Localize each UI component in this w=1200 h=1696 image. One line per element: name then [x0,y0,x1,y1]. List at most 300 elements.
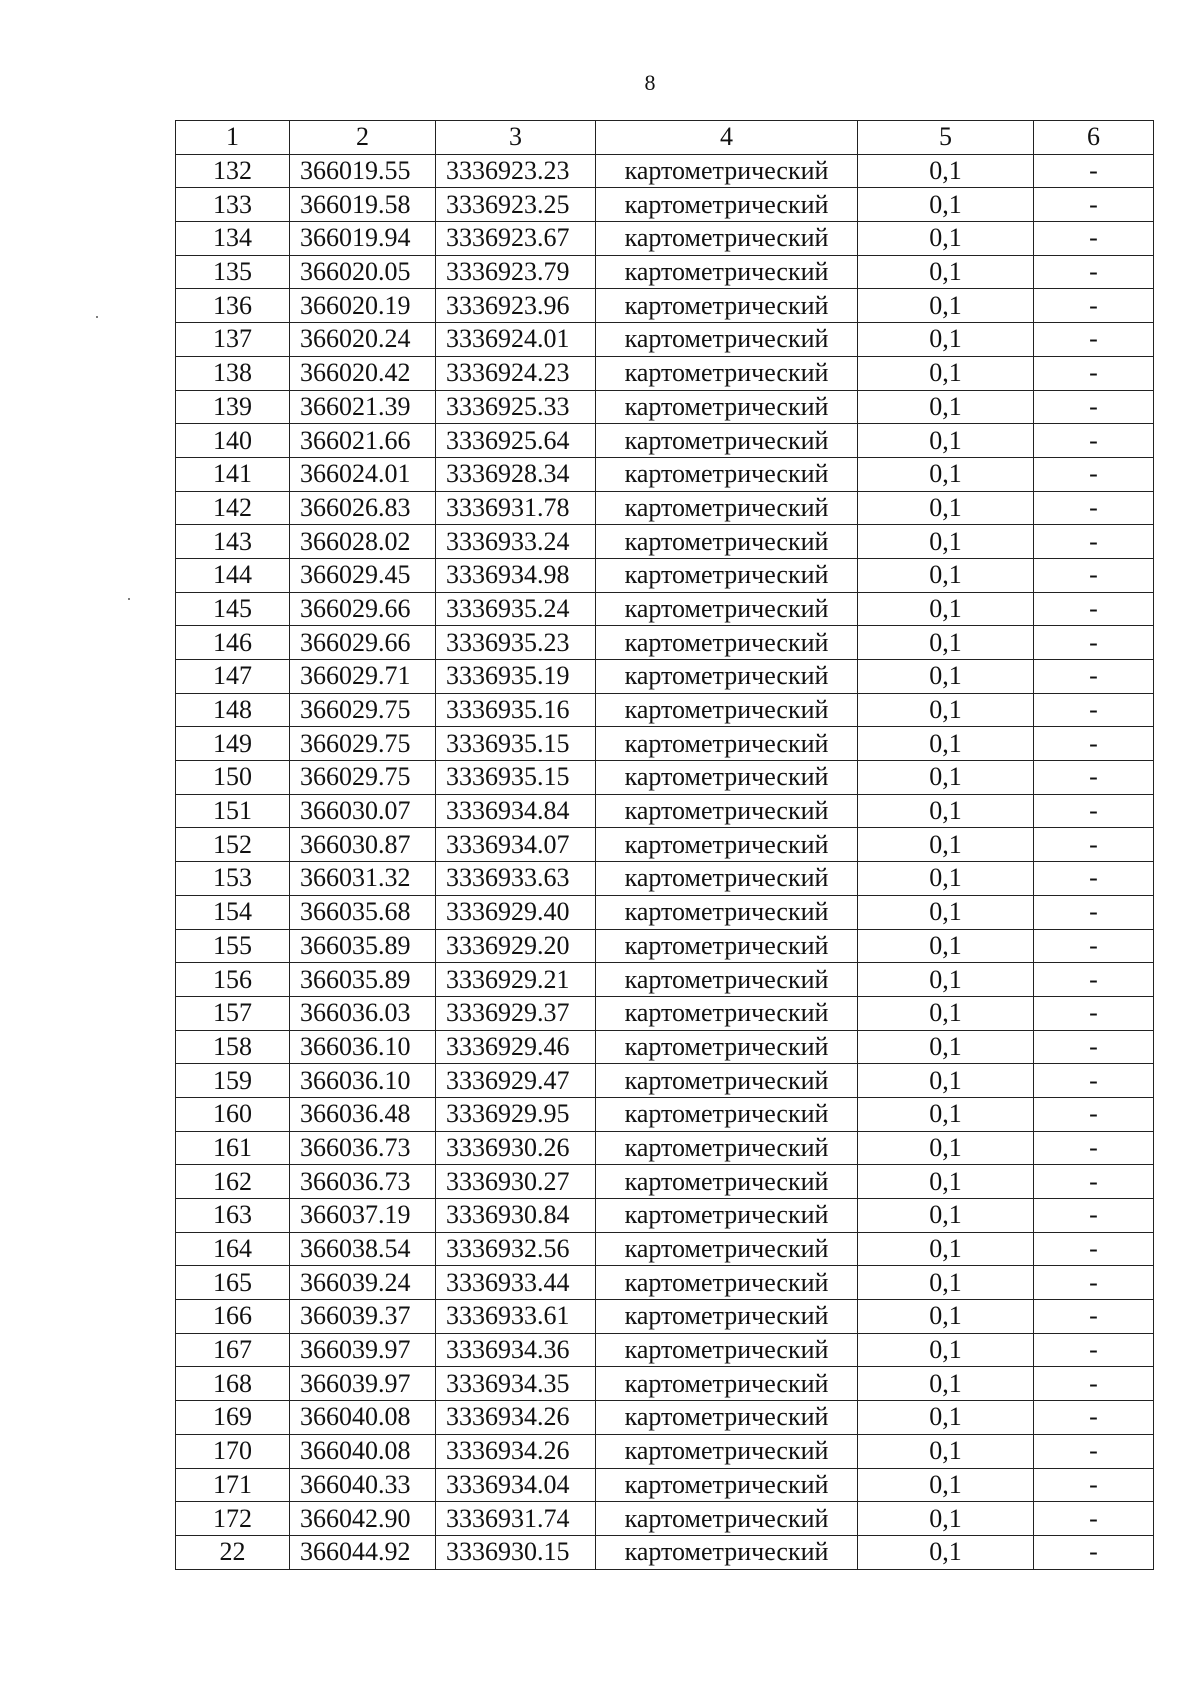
x-coordinate-cell: 366035.68 [290,895,436,929]
point-number-cell: 154 [176,895,290,929]
x-coordinate-cell: 366021.66 [290,424,436,458]
note-cell: - [1034,1434,1154,1468]
y-coordinate-cell: 3336929.47 [436,1064,596,1098]
accuracy-cell: 0,1 [858,188,1034,222]
y-coordinate-cell: 3336924.23 [436,356,596,390]
note-cell: - [1034,895,1154,929]
y-coordinate-cell: 3336935.23 [436,626,596,660]
y-coordinate-cell: 3336935.15 [436,761,596,795]
table-header-row [176,121,1154,155]
accuracy-cell: 0,1 [858,727,1034,761]
accuracy-cell: 0,1 [858,154,1034,188]
point-number-cell: 139 [176,390,290,424]
point-number-cell: 138 [176,356,290,390]
method-cell: картометрический [596,1468,858,1502]
note-cell: - [1034,1097,1154,1131]
accuracy-cell: 0,1 [858,222,1034,256]
point-number-cell: 152 [176,828,290,862]
x-coordinate-cell: 366040.08 [290,1401,436,1435]
x-coordinate-cell: 366037.19 [290,1199,436,1233]
y-coordinate-cell: 3336923.23 [436,154,596,188]
method-cell: картометрический [596,761,858,795]
note-cell: - [1034,1131,1154,1165]
method-cell: картометрический [596,828,858,862]
table-row [176,1468,1154,1502]
y-coordinate-cell: 3336932.56 [436,1232,596,1266]
note-cell: - [1034,828,1154,862]
note-cell: - [1034,457,1154,491]
column-header: 6 [1034,121,1154,155]
table-row [176,1030,1154,1064]
y-coordinate-cell: 3336929.46 [436,1030,596,1064]
accuracy-cell: 0,1 [858,1434,1034,1468]
column-header: 5 [858,121,1034,155]
scan-speck [96,316,98,318]
x-coordinate-cell: 366029.75 [290,761,436,795]
y-coordinate-cell: 3336923.79 [436,255,596,289]
table-row [176,424,1154,458]
method-cell: картометрический [596,1097,858,1131]
point-number-cell: 144 [176,558,290,592]
table-row [176,1064,1154,1098]
table-row [176,727,1154,761]
table-row [176,794,1154,828]
x-coordinate-cell: 366039.97 [290,1367,436,1401]
table-row [176,1232,1154,1266]
x-coordinate-cell: 366020.42 [290,356,436,390]
point-number-cell: 145 [176,592,290,626]
table-row [176,1535,1154,1569]
point-number-cell: 143 [176,525,290,559]
x-coordinate-cell: 366035.89 [290,929,436,963]
note-cell: - [1034,1165,1154,1199]
point-number-cell: 171 [176,1468,290,1502]
y-coordinate-cell: 3336934.36 [436,1333,596,1367]
accuracy-cell: 0,1 [858,457,1034,491]
note-cell: - [1034,929,1154,963]
point-number-cell: 170 [176,1434,290,1468]
method-cell: картометрический [596,1030,858,1064]
y-coordinate-cell: 3336923.67 [436,222,596,256]
accuracy-cell: 0,1 [858,1300,1034,1334]
column-header: 3 [436,121,596,155]
method-cell: картометрический [596,996,858,1030]
table-row [176,1502,1154,1536]
note-cell: - [1034,1266,1154,1300]
scan-speck [128,598,130,600]
point-number-cell: 157 [176,996,290,1030]
column-header: 4 [596,121,858,155]
table-row [176,626,1154,660]
point-number-cell: 168 [176,1367,290,1401]
y-coordinate-cell: 3336929.40 [436,895,596,929]
accuracy-cell: 0,1 [858,1502,1034,1536]
method-cell: картометрический [596,289,858,323]
note-cell: - [1034,1468,1154,1502]
accuracy-cell: 0,1 [858,1030,1034,1064]
note-cell: - [1034,862,1154,896]
note-cell: - [1034,424,1154,458]
point-number-cell: 148 [176,693,290,727]
note-cell: - [1034,626,1154,660]
x-coordinate-cell: 366036.48 [290,1097,436,1131]
point-number-cell: 159 [176,1064,290,1098]
table-row [176,1165,1154,1199]
accuracy-cell: 0,1 [858,1266,1034,1300]
method-cell: картометрический [596,356,858,390]
table-row [176,457,1154,491]
note-cell: - [1034,491,1154,525]
accuracy-cell: 0,1 [858,660,1034,694]
y-coordinate-cell: 3336934.26 [436,1401,596,1435]
table-row [176,1266,1154,1300]
x-coordinate-cell: 366040.08 [290,1434,436,1468]
point-number-cell: 142 [176,491,290,525]
y-coordinate-cell: 3336934.84 [436,794,596,828]
note-cell: - [1034,154,1154,188]
y-coordinate-cell: 3336935.15 [436,727,596,761]
accuracy-cell: 0,1 [858,289,1034,323]
note-cell: - [1034,525,1154,559]
table-body [176,154,1154,1569]
method-cell: картометрический [596,154,858,188]
x-coordinate-cell: 366021.39 [290,390,436,424]
note-cell: - [1034,794,1154,828]
table-row [176,660,1154,694]
method-cell: картометрический [596,390,858,424]
accuracy-cell: 0,1 [858,626,1034,660]
accuracy-cell: 0,1 [858,794,1034,828]
x-coordinate-cell: 366024.01 [290,457,436,491]
table-row [176,1367,1154,1401]
accuracy-cell: 0,1 [858,592,1034,626]
table-row [176,996,1154,1030]
x-coordinate-cell: 366036.73 [290,1165,436,1199]
point-number-cell: 163 [176,1199,290,1233]
method-cell: картометрический [596,1266,858,1300]
table-row [176,255,1154,289]
table-row [176,1333,1154,1367]
y-coordinate-cell: 3336933.63 [436,862,596,896]
method-cell: картометрический [596,525,858,559]
table-row [176,491,1154,525]
point-number-cell: 132 [176,154,290,188]
point-number-cell: 166 [176,1300,290,1334]
accuracy-cell: 0,1 [858,491,1034,525]
method-cell: картометрический [596,558,858,592]
x-coordinate-cell: 366019.55 [290,154,436,188]
x-coordinate-cell: 366040.33 [290,1468,436,1502]
point-number-cell: 146 [176,626,290,660]
x-coordinate-cell: 366031.32 [290,862,436,896]
method-cell: картометрический [596,491,858,525]
point-number-cell: 135 [176,255,290,289]
accuracy-cell: 0,1 [858,1232,1034,1266]
method-cell: картометрический [596,222,858,256]
method-cell: картометрический [596,255,858,289]
accuracy-cell: 0,1 [858,1165,1034,1199]
y-coordinate-cell: 3336934.07 [436,828,596,862]
x-coordinate-cell: 366020.05 [290,255,436,289]
note-cell: - [1034,693,1154,727]
method-cell: картометрический [596,794,858,828]
x-coordinate-cell: 366030.07 [290,794,436,828]
accuracy-cell: 0,1 [858,963,1034,997]
point-number-cell: 160 [176,1097,290,1131]
table-row [176,1199,1154,1233]
note-cell: - [1034,255,1154,289]
method-cell: картометрический [596,1367,858,1401]
accuracy-cell: 0,1 [858,323,1034,357]
column-header: 2 [290,121,436,155]
point-number-cell: 158 [176,1030,290,1064]
accuracy-cell: 0,1 [858,1064,1034,1098]
y-coordinate-cell: 3336930.15 [436,1535,596,1569]
y-coordinate-cell: 3336935.16 [436,693,596,727]
y-coordinate-cell: 3336933.61 [436,1300,596,1334]
point-number-cell: 153 [176,862,290,896]
method-cell: картометрический [596,1131,858,1165]
table-row [176,558,1154,592]
x-coordinate-cell: 366029.66 [290,626,436,660]
y-coordinate-cell: 3336929.20 [436,929,596,963]
point-number-cell: 162 [176,1165,290,1199]
accuracy-cell: 0,1 [858,1367,1034,1401]
point-number-cell: 151 [176,794,290,828]
point-number-cell: 150 [176,761,290,795]
x-coordinate-cell: 366039.37 [290,1300,436,1334]
x-coordinate-cell: 366029.75 [290,693,436,727]
method-cell: картометрический [596,1535,858,1569]
accuracy-cell: 0,1 [858,390,1034,424]
method-cell: картометрический [596,1064,858,1098]
note-cell: - [1034,323,1154,357]
method-cell: картометрический [596,592,858,626]
x-coordinate-cell: 366036.10 [290,1064,436,1098]
accuracy-cell: 0,1 [858,1199,1034,1233]
accuracy-cell: 0,1 [858,1401,1034,1435]
accuracy-cell: 0,1 [858,1468,1034,1502]
table-row [176,525,1154,559]
y-coordinate-cell: 3336934.98 [436,558,596,592]
x-coordinate-cell: 366019.58 [290,188,436,222]
y-coordinate-cell: 3336933.24 [436,525,596,559]
page-number: 8 [644,70,656,95]
x-coordinate-cell: 366039.97 [290,1333,436,1367]
method-cell: картометрический [596,862,858,896]
x-coordinate-cell: 366029.45 [290,558,436,592]
coordinates-table [175,120,1154,1570]
method-cell: картометрический [596,457,858,491]
x-coordinate-cell: 366038.54 [290,1232,436,1266]
point-number-cell: 169 [176,1401,290,1435]
y-coordinate-cell: 3336934.04 [436,1468,596,1502]
y-coordinate-cell: 3336934.35 [436,1367,596,1401]
accuracy-cell: 0,1 [858,255,1034,289]
x-coordinate-cell: 366020.19 [290,289,436,323]
note-cell: - [1034,222,1154,256]
method-cell: картометрический [596,1401,858,1435]
y-coordinate-cell: 3336929.21 [436,963,596,997]
point-number-cell: 165 [176,1266,290,1300]
method-cell: картометрический [596,323,858,357]
accuracy-cell: 0,1 [858,424,1034,458]
y-coordinate-cell: 3336925.33 [436,390,596,424]
accuracy-cell: 0,1 [858,1131,1034,1165]
y-coordinate-cell: 3336928.34 [436,457,596,491]
point-number-cell: 133 [176,188,290,222]
y-coordinate-cell: 3336923.96 [436,289,596,323]
x-coordinate-cell: 366039.24 [290,1266,436,1300]
table-row [176,693,1154,727]
method-cell: картометрический [596,1333,858,1367]
y-coordinate-cell: 3336935.19 [436,660,596,694]
y-coordinate-cell: 3336929.95 [436,1097,596,1131]
note-cell: - [1034,1232,1154,1266]
x-coordinate-cell: 366019.94 [290,222,436,256]
accuracy-cell: 0,1 [858,1333,1034,1367]
column-header: 1 [176,121,290,155]
y-coordinate-cell: 3336934.26 [436,1434,596,1468]
note-cell: - [1034,592,1154,626]
method-cell: картометрический [596,660,858,694]
table-row [176,323,1154,357]
x-coordinate-cell: 366026.83 [290,491,436,525]
accuracy-cell: 0,1 [858,558,1034,592]
point-number-cell: 156 [176,963,290,997]
table-row [176,154,1154,188]
accuracy-cell: 0,1 [858,929,1034,963]
method-cell: картометрический [596,1232,858,1266]
table-row [176,188,1154,222]
x-coordinate-cell: 366042.90 [290,1502,436,1536]
table-row [176,1300,1154,1334]
table-row [176,390,1154,424]
table-row [176,862,1154,896]
x-coordinate-cell: 366020.24 [290,323,436,357]
accuracy-cell: 0,1 [858,996,1034,1030]
table-row [176,761,1154,795]
y-coordinate-cell: 3336924.01 [436,323,596,357]
method-cell: картометрический [596,424,858,458]
point-number-cell: 141 [176,457,290,491]
method-cell: картометрический [596,963,858,997]
y-coordinate-cell: 3336930.84 [436,1199,596,1233]
note-cell: - [1034,1333,1154,1367]
note-cell: - [1034,1030,1154,1064]
method-cell: картометрический [596,1199,858,1233]
method-cell: картометрический [596,929,858,963]
accuracy-cell: 0,1 [858,862,1034,896]
accuracy-cell: 0,1 [858,525,1034,559]
method-cell: картометрический [596,1165,858,1199]
point-number-cell: 161 [176,1131,290,1165]
accuracy-cell: 0,1 [858,895,1034,929]
note-cell: - [1034,390,1154,424]
table-row [176,592,1154,626]
point-number-cell: 164 [176,1232,290,1266]
method-cell: картометрический [596,626,858,660]
note-cell: - [1034,996,1154,1030]
method-cell: картометрический [596,188,858,222]
note-cell: - [1034,1401,1154,1435]
point-number-cell: 167 [176,1333,290,1367]
y-coordinate-cell: 3336925.64 [436,424,596,458]
table-row [176,1097,1154,1131]
table-row [176,289,1154,323]
table-row [176,929,1154,963]
accuracy-cell: 0,1 [858,693,1034,727]
x-coordinate-cell: 366036.10 [290,1030,436,1064]
note-cell: - [1034,356,1154,390]
note-cell: - [1034,963,1154,997]
point-number-cell: 136 [176,289,290,323]
table-row [176,828,1154,862]
note-cell: - [1034,727,1154,761]
point-number-cell: 140 [176,424,290,458]
x-coordinate-cell: 366044.92 [290,1535,436,1569]
x-coordinate-cell: 366029.75 [290,727,436,761]
accuracy-cell: 0,1 [858,828,1034,862]
x-coordinate-cell: 366030.87 [290,828,436,862]
point-number-cell: 147 [176,660,290,694]
note-cell: - [1034,660,1154,694]
x-coordinate-cell: 366035.89 [290,963,436,997]
x-coordinate-cell: 366029.66 [290,592,436,626]
point-number-cell: 22 [176,1535,290,1569]
note-cell: - [1034,1535,1154,1569]
y-coordinate-cell: 3336931.78 [436,491,596,525]
method-cell: картометрический [596,727,858,761]
y-coordinate-cell: 3336930.27 [436,1165,596,1199]
method-cell: картометрический [596,1434,858,1468]
table-row [176,222,1154,256]
note-cell: - [1034,188,1154,222]
x-coordinate-cell: 366028.02 [290,525,436,559]
point-number-cell: 149 [176,727,290,761]
y-coordinate-cell: 3336935.24 [436,592,596,626]
x-coordinate-cell: 366029.71 [290,660,436,694]
accuracy-cell: 0,1 [858,1535,1034,1569]
accuracy-cell: 0,1 [858,356,1034,390]
point-number-cell: 137 [176,323,290,357]
accuracy-cell: 0,1 [858,1097,1034,1131]
note-cell: - [1034,1300,1154,1334]
table-row [176,963,1154,997]
table-row [176,356,1154,390]
method-cell: картометрический [596,895,858,929]
y-coordinate-cell: 3336933.44 [436,1266,596,1300]
table-row [176,895,1154,929]
x-coordinate-cell: 366036.73 [290,1131,436,1165]
note-cell: - [1034,1502,1154,1536]
y-coordinate-cell: 3336930.26 [436,1131,596,1165]
note-cell: - [1034,1199,1154,1233]
table-row [176,1401,1154,1435]
note-cell: - [1034,558,1154,592]
point-number-cell: 172 [176,1502,290,1536]
x-coordinate-cell: 366036.03 [290,996,436,1030]
note-cell: - [1034,289,1154,323]
note-cell: - [1034,1367,1154,1401]
point-number-cell: 155 [176,929,290,963]
method-cell: картометрический [596,1502,858,1536]
table-row [176,1434,1154,1468]
accuracy-cell: 0,1 [858,761,1034,795]
note-cell: - [1034,1064,1154,1098]
y-coordinate-cell: 3336931.74 [436,1502,596,1536]
method-cell: картометрический [596,1300,858,1334]
